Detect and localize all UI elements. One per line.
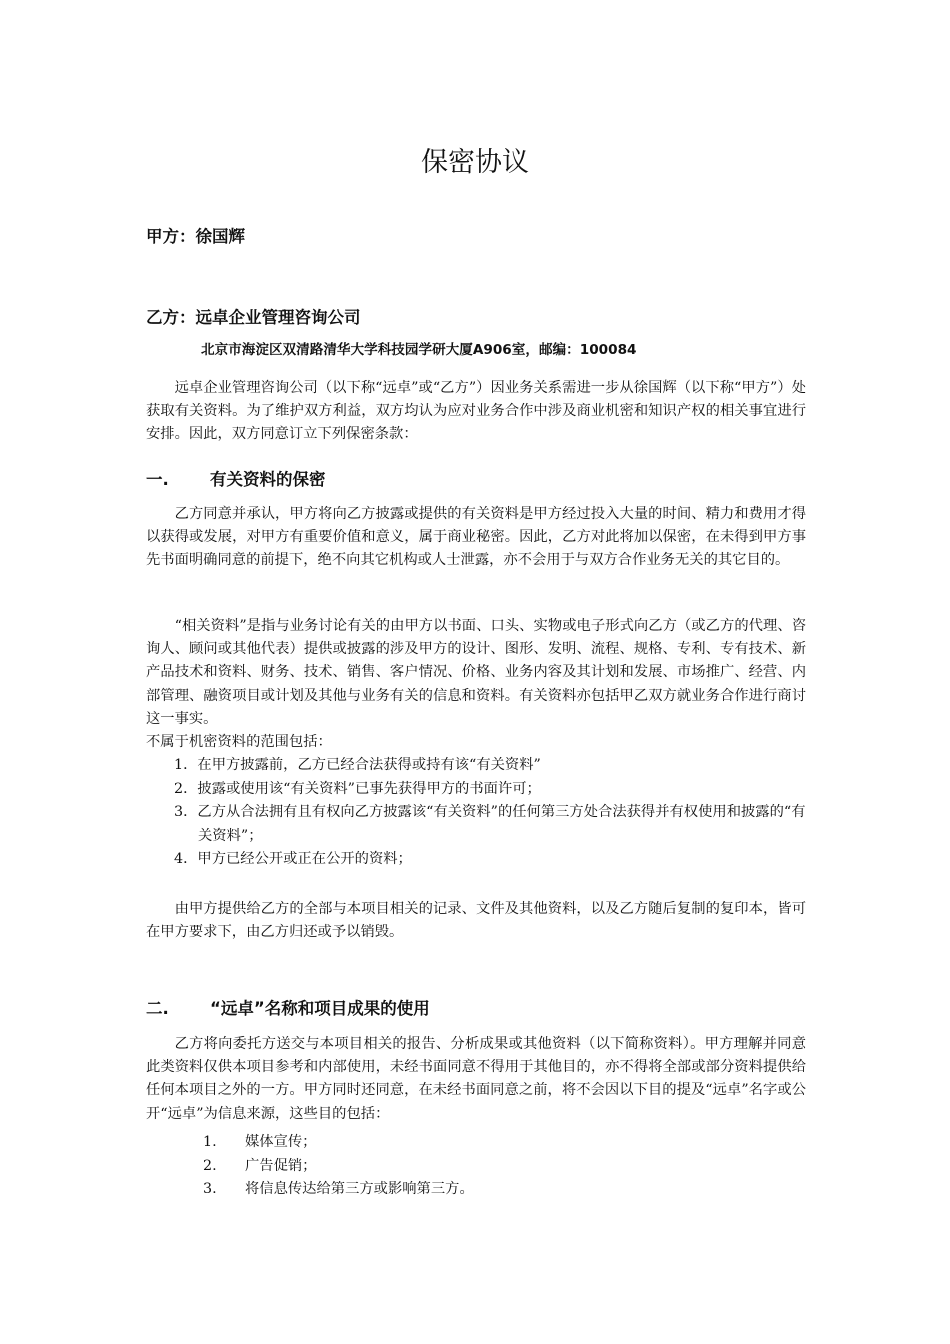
list-item: 1．在甲方披露前，乙方已经合法获得或持有该“有关资料”: [174, 757, 541, 774]
exclusion-intro: 不属于机密资料的范围包括：: [146, 734, 332, 751]
section-1-body: [146, 503, 806, 573]
list-item: [146, 1178, 806, 1202]
list-item-number: 2.: [203, 1157, 217, 1174]
list-item-number: 3.: [203, 1181, 217, 1197]
section-1-heading: [146, 468, 326, 492]
list-item: 4．甲方已经公开或正在公开的资料；: [174, 851, 412, 868]
document-title: 保密协议: [421, 147, 529, 178]
purposes-list: [146, 1131, 806, 1202]
section-1-body-2: [146, 615, 806, 872]
purposes-block: [146, 1131, 806, 1202]
intro-paragraph: 远卓企业管理咨询公司（以下称“远卓”或“乙方”）因业务关系需进一步从徐国辉（以下称“甲方”）处获取有关资料。为了维护双方利益，双方均认为应对业务合作中涉及商业机密和知识产权的相关事宜进行安排。因此，双方同意订立下列保密条款：: [146, 380, 806, 443]
list-item-text: 广告促销；: [245, 1157, 317, 1174]
list-item-number: 1.: [203, 1134, 217, 1150]
section-1-paragraph-2: “相关资料”是指与业务讨论有关的由甲方以书面、口头、实物或电子形式向乙方（或乙方的代理、咨询人、顾问或其他代表）提供或披露的涉及甲方的设计、图形、发明、流程、规格、专利、专有技术、新产品技术和资料、财务、技术、销售、客户情况、价格、业务内容及其计划和发展、市场推广、经营、内部管理、融资项目或计划及其他与业务有关的信息和资料。有关资料亦包括甲乙双方就业务合作进行商讨这一事实。: [146, 618, 806, 727]
list-item: [146, 1155, 806, 1179]
section-2-heading: [146, 997, 430, 1021]
party-b-address: 北京市海淀区双清路清华大学科技园学研大厦A906室，邮编：100084: [201, 342, 637, 358]
section-1-paragraph-1: 乙方同意并承认，甲方将向乙方披露或提供的有关资料是甲方经过投入大量的时间、精力和费用才得以获得或发展，对甲方有重要价值和意义，属于商业秘密。因此，乙方对此将加以保密，在未得到甲方事先书面明确同意的前提下，绝不向其它机构或人士泄露，亦不会用于与双方合作业务无关的其它目的。: [146, 506, 806, 569]
party-a: 甲方：徐国辉: [146, 227, 245, 246]
section-2-title: “远卓”名称和项目成果的使用: [210, 999, 430, 1018]
exclusion-list: [146, 754, 806, 872]
section-2-number: 二.: [146, 999, 169, 1018]
list-item: [146, 1131, 806, 1155]
section-1-body-3: [146, 898, 806, 944]
party-b: 乙方：远卓企业管理咨询公司: [146, 308, 361, 327]
list-item-text: 将信息传达给第三方或影响第三方。: [245, 1181, 474, 1197]
list-item-text: 媒体宣传；: [245, 1134, 317, 1150]
section-1-number: 一.: [146, 470, 169, 489]
section-2-paragraph-1: 乙方将向委托方送交与本项目相关的报告、分析成果或其他资料（以下简称资料）。甲方理解并同意此类资料仅供本项目参考和内部使用，未经书面同意不得用于其他目的，亦不得将全部或部分资料提供给任何本项目之外的一方。甲方同时还同意，在未经书面同意之前，将不会因以下目的提及“远卓”名字或公开“远卓”为信息来源，这些目的包括：: [146, 1036, 806, 1122]
list-item: 3．乙方从合法拥有且有权向乙方披露该“有关资料”的任何第三方处合法获得并有权使用和披露的“有关资料”；: [174, 804, 806, 844]
section-2-body: [146, 1033, 806, 1126]
section-1-title: 有关资料的保密: [210, 470, 326, 489]
section-1-paragraph-3: 由甲方提供给乙方的全部与本项目相关的记录、文件及其他资料，以及乙方随后复制的复印本，皆可在甲方要求下，由乙方归还或予以销毁。: [146, 901, 806, 941]
intro-block: [146, 377, 806, 447]
list-item: 2．披露或使用该“有关资料”已事先获得甲方的书面许可；: [174, 780, 541, 797]
